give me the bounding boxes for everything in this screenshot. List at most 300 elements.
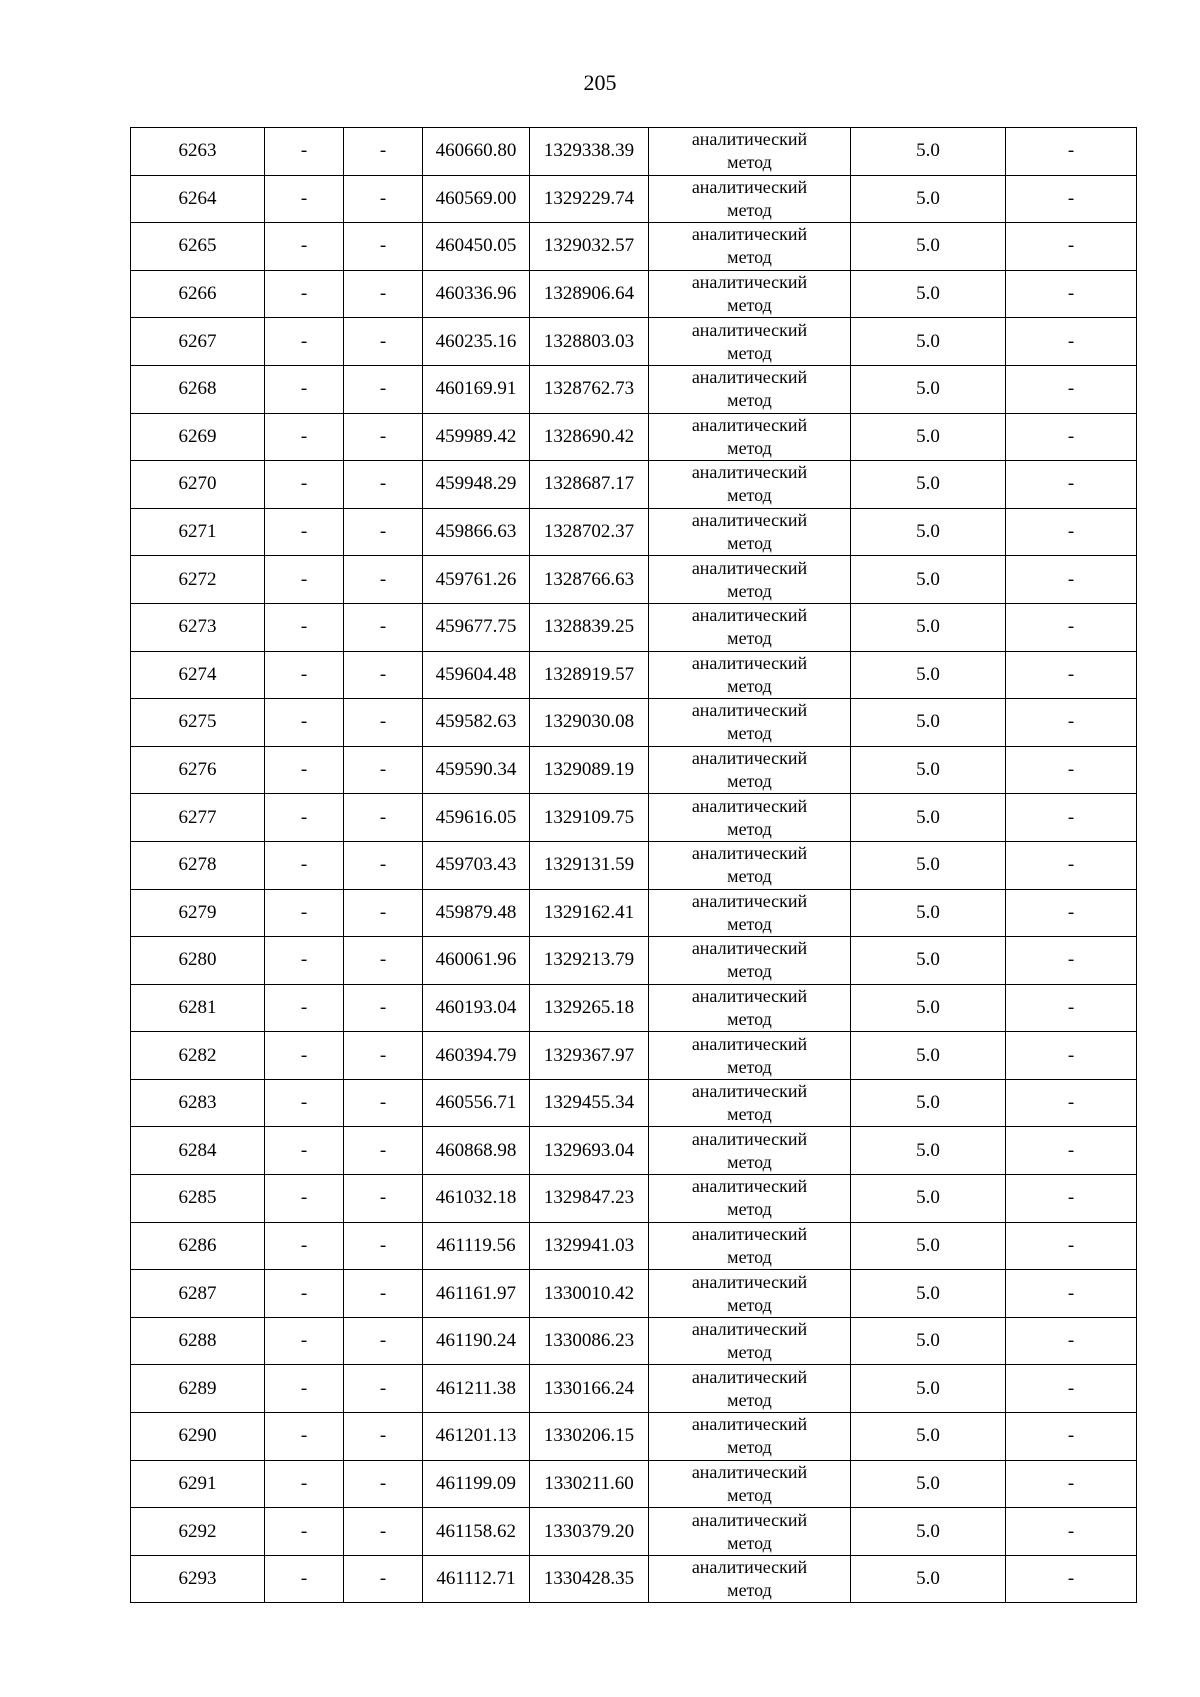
table-row: [131, 461, 1137, 509]
empty-cell: -: [265, 128, 344, 176]
empty-cell: -: [344, 937, 423, 985]
point-number-cell: 6268: [131, 365, 265, 413]
table-row: [131, 1127, 1137, 1175]
empty-cell: -: [1006, 318, 1137, 366]
empty-cell: -: [344, 1555, 423, 1603]
empty-cell: -: [1006, 841, 1137, 889]
method-line-2: метод: [727, 1532, 772, 1553]
empty-cell: -: [265, 937, 344, 985]
empty-cell: -: [265, 1508, 344, 1556]
empty-cell: -: [1006, 1079, 1137, 1127]
x-coordinate-cell: 460660.80: [423, 128, 530, 176]
method-line-2: метод: [727, 342, 772, 363]
empty-cell: -: [1006, 270, 1137, 318]
accuracy-cell: 5.0: [851, 1508, 1006, 1556]
empty-cell: -: [265, 365, 344, 413]
method-line-1: аналитический: [691, 176, 808, 197]
empty-cell: -: [344, 413, 423, 461]
empty-cell: -: [344, 128, 423, 176]
accuracy-cell: 5.0: [851, 889, 1006, 937]
accuracy-cell: 5.0: [851, 556, 1006, 604]
method-line-1: аналитический: [691, 462, 808, 483]
empty-cell: -: [1006, 699, 1137, 747]
coordinates-table: [130, 127, 1137, 1603]
y-coordinate-cell: 1330428.35: [530, 1555, 649, 1603]
table-row: [131, 889, 1137, 937]
method-line-2: метод: [727, 580, 772, 601]
method-line-1: аналитический: [691, 224, 808, 245]
method-cell: [649, 461, 851, 509]
method-cell: [649, 651, 851, 699]
accuracy-cell: 5.0: [851, 1127, 1006, 1175]
empty-cell: -: [265, 223, 344, 271]
point-number-cell: 6271: [131, 508, 265, 556]
table-row: [131, 1460, 1137, 1508]
empty-cell: -: [265, 1270, 344, 1318]
table-row: [131, 794, 1137, 842]
method-cell: [649, 889, 851, 937]
method-line-2: метод: [727, 199, 772, 220]
x-coordinate-cell: 459948.29: [423, 461, 530, 509]
empty-cell: -: [265, 841, 344, 889]
empty-cell: -: [265, 1413, 344, 1461]
y-coordinate-cell: 1329265.18: [530, 984, 649, 1032]
y-coordinate-cell: 1329941.03: [530, 1222, 649, 1270]
empty-cell: -: [344, 556, 423, 604]
x-coordinate-cell: 460569.00: [423, 175, 530, 223]
empty-cell: -: [1006, 1032, 1137, 1080]
point-number-cell: 6290: [131, 1413, 265, 1461]
method-line-1: аналитический: [691, 1557, 808, 1578]
accuracy-cell: 5.0: [851, 937, 1006, 985]
x-coordinate-cell: 461190.24: [423, 1317, 530, 1365]
x-coordinate-cell: 460061.96: [423, 937, 530, 985]
y-coordinate-cell: 1329847.23: [530, 1175, 649, 1223]
empty-cell: -: [1006, 937, 1137, 985]
point-number-cell: 6270: [131, 461, 265, 509]
table-row: [131, 984, 1137, 1032]
empty-cell: -: [265, 651, 344, 699]
empty-cell: -: [1006, 603, 1137, 651]
x-coordinate-cell: 460235.16: [423, 318, 530, 366]
y-coordinate-cell: 1329213.79: [530, 937, 649, 985]
method-line-1: аналитический: [691, 700, 808, 721]
method-cell: [649, 699, 851, 747]
empty-cell: -: [1006, 223, 1137, 271]
point-number-cell: 6273: [131, 603, 265, 651]
method-cell: [649, 1127, 851, 1175]
accuracy-cell: 5.0: [851, 746, 1006, 794]
method-cell: [649, 175, 851, 223]
method-line-2: метод: [727, 295, 772, 316]
method-cell: [649, 1317, 851, 1365]
table-row: [131, 413, 1137, 461]
method-line-1: аналитический: [691, 1509, 808, 1530]
table-row: [131, 651, 1137, 699]
empty-cell: -: [265, 746, 344, 794]
empty-cell: -: [265, 461, 344, 509]
x-coordinate-cell: 459616.05: [423, 794, 530, 842]
empty-cell: -: [344, 461, 423, 509]
accuracy-cell: 5.0: [851, 984, 1006, 1032]
x-coordinate-cell: 459866.63: [423, 508, 530, 556]
point-number-cell: 6287: [131, 1270, 265, 1318]
method-line-2: метод: [727, 533, 772, 554]
empty-cell: -: [1006, 1270, 1137, 1318]
point-number-cell: 6265: [131, 223, 265, 271]
point-number-cell: 6278: [131, 841, 265, 889]
point-number-cell: 6266: [131, 270, 265, 318]
empty-cell: -: [1006, 128, 1137, 176]
accuracy-cell: 5.0: [851, 270, 1006, 318]
x-coordinate-cell: 460556.71: [423, 1079, 530, 1127]
y-coordinate-cell: 1329229.74: [530, 175, 649, 223]
table-body: [131, 128, 1137, 1603]
empty-cell: -: [344, 508, 423, 556]
table-row: [131, 175, 1137, 223]
method-cell: [649, 603, 851, 651]
empty-cell: -: [265, 1317, 344, 1365]
method-line-2: метод: [727, 1437, 772, 1458]
empty-cell: -: [265, 175, 344, 223]
point-number-cell: 6272: [131, 556, 265, 604]
empty-cell: -: [265, 1079, 344, 1127]
empty-cell: -: [344, 175, 423, 223]
method-line-1: аналитический: [691, 1176, 808, 1197]
method-line-2: метод: [727, 1104, 772, 1125]
method-line-1: аналитический: [691, 1081, 808, 1102]
y-coordinate-cell: 1330166.24: [530, 1365, 649, 1413]
empty-cell: -: [344, 1127, 423, 1175]
y-coordinate-cell: 1330379.20: [530, 1508, 649, 1556]
empty-cell: -: [344, 1079, 423, 1127]
table-row: [131, 746, 1137, 794]
point-number-cell: 6282: [131, 1032, 265, 1080]
x-coordinate-cell: 460394.79: [423, 1032, 530, 1080]
method-line-1: аналитический: [691, 748, 808, 769]
empty-cell: -: [344, 1365, 423, 1413]
empty-cell: -: [344, 1413, 423, 1461]
x-coordinate-cell: 459879.48: [423, 889, 530, 937]
x-coordinate-cell: 461119.56: [423, 1222, 530, 1270]
empty-cell: -: [344, 794, 423, 842]
method-line-2: метод: [727, 818, 772, 839]
empty-cell: -: [344, 1175, 423, 1223]
point-number-cell: 6274: [131, 651, 265, 699]
empty-cell: -: [265, 603, 344, 651]
method-cell: [649, 937, 851, 985]
empty-cell: -: [1006, 794, 1137, 842]
empty-cell: -: [265, 1222, 344, 1270]
table-row: [131, 270, 1137, 318]
method-cell: [649, 841, 851, 889]
x-coordinate-cell: 459677.75: [423, 603, 530, 651]
accuracy-cell: 5.0: [851, 1460, 1006, 1508]
accuracy-cell: 5.0: [851, 223, 1006, 271]
method-line-1: аналитический: [691, 1366, 808, 1387]
table-row: [131, 318, 1137, 366]
y-coordinate-cell: 1329089.19: [530, 746, 649, 794]
accuracy-cell: 5.0: [851, 413, 1006, 461]
table-row: [131, 699, 1137, 747]
table-row: [131, 365, 1137, 413]
method-line-2: метод: [727, 1246, 772, 1267]
x-coordinate-cell: 459604.48: [423, 651, 530, 699]
method-cell: [649, 413, 851, 461]
method-cell: [649, 1270, 851, 1318]
accuracy-cell: 5.0: [851, 365, 1006, 413]
empty-cell: -: [265, 1127, 344, 1175]
method-line-2: метод: [727, 628, 772, 649]
point-number-cell: 6280: [131, 937, 265, 985]
empty-cell: -: [265, 1555, 344, 1603]
point-number-cell: 6276: [131, 746, 265, 794]
table-row: [131, 841, 1137, 889]
method-line-1: аналитический: [691, 938, 808, 959]
method-line-2: метод: [727, 866, 772, 887]
x-coordinate-cell: 461161.97: [423, 1270, 530, 1318]
empty-cell: -: [1006, 1460, 1137, 1508]
empty-cell: -: [265, 556, 344, 604]
method-cell: [649, 508, 851, 556]
method-line-2: метод: [727, 1056, 772, 1077]
method-line-2: метод: [727, 675, 772, 696]
method-cell: [649, 270, 851, 318]
empty-cell: -: [344, 1508, 423, 1556]
accuracy-cell: 5.0: [851, 794, 1006, 842]
method-line-1: аналитический: [691, 1271, 808, 1292]
point-number-cell: 6275: [131, 699, 265, 747]
x-coordinate-cell: 460193.04: [423, 984, 530, 1032]
method-cell: [649, 223, 851, 271]
y-coordinate-cell: 1329032.57: [530, 223, 649, 271]
empty-cell: -: [1006, 508, 1137, 556]
method-cell: [649, 365, 851, 413]
table-row: [131, 1365, 1137, 1413]
method-line-1: аналитический: [691, 652, 808, 673]
table-row: [131, 1175, 1137, 1223]
method-cell: [649, 746, 851, 794]
empty-cell: -: [1006, 1127, 1137, 1175]
method-line-2: метод: [727, 1389, 772, 1410]
point-number-cell: 6286: [131, 1222, 265, 1270]
x-coordinate-cell: 461199.09: [423, 1460, 530, 1508]
empty-cell: -: [265, 1032, 344, 1080]
method-line-2: метод: [727, 1008, 772, 1029]
method-line-1: аналитический: [691, 1128, 808, 1149]
method-cell: [649, 318, 851, 366]
empty-cell: -: [344, 1032, 423, 1080]
empty-cell: -: [1006, 175, 1137, 223]
x-coordinate-cell: 459582.63: [423, 699, 530, 747]
point-number-cell: 6285: [131, 1175, 265, 1223]
empty-cell: -: [344, 984, 423, 1032]
empty-cell: -: [1006, 413, 1137, 461]
y-coordinate-cell: 1328766.63: [530, 556, 649, 604]
method-line-1: аналитический: [691, 1461, 808, 1482]
point-number-cell: 6279: [131, 889, 265, 937]
accuracy-cell: 5.0: [851, 841, 1006, 889]
accuracy-cell: 5.0: [851, 699, 1006, 747]
empty-cell: -: [1006, 984, 1137, 1032]
method-line-2: метод: [727, 485, 772, 506]
table-row: [131, 1508, 1137, 1556]
empty-cell: -: [1006, 1508, 1137, 1556]
method-line-2: метод: [727, 1199, 772, 1220]
accuracy-cell: 5.0: [851, 1317, 1006, 1365]
y-coordinate-cell: 1329693.04: [530, 1127, 649, 1175]
table-row: [131, 508, 1137, 556]
method-line-1: аналитический: [691, 890, 808, 911]
accuracy-cell: 5.0: [851, 508, 1006, 556]
empty-cell: -: [265, 1175, 344, 1223]
point-number-cell: 6264: [131, 175, 265, 223]
x-coordinate-cell: 461112.71: [423, 1555, 530, 1603]
y-coordinate-cell: 1328690.42: [530, 413, 649, 461]
y-coordinate-cell: 1329162.41: [530, 889, 649, 937]
table-row: [131, 128, 1137, 176]
accuracy-cell: 5.0: [851, 461, 1006, 509]
method-line-1: аналитический: [691, 414, 808, 435]
method-line-2: метод: [727, 1484, 772, 1505]
method-line-1: аналитический: [691, 129, 808, 150]
method-line-1: аналитический: [691, 557, 808, 578]
method-line-2: метод: [727, 390, 772, 411]
method-cell: [649, 1555, 851, 1603]
empty-cell: -: [1006, 1317, 1137, 1365]
accuracy-cell: 5.0: [851, 175, 1006, 223]
point-number-cell: 6277: [131, 794, 265, 842]
method-cell: [649, 1222, 851, 1270]
point-number-cell: 6288: [131, 1317, 265, 1365]
accuracy-cell: 5.0: [851, 1032, 1006, 1080]
empty-cell: -: [265, 889, 344, 937]
method-line-1: аналитический: [691, 272, 808, 293]
y-coordinate-cell: 1328762.73: [530, 365, 649, 413]
x-coordinate-cell: 461211.38: [423, 1365, 530, 1413]
method-cell: [649, 1508, 851, 1556]
accuracy-cell: 5.0: [851, 651, 1006, 699]
method-line-2: метод: [727, 1294, 772, 1315]
method-cell: [649, 1032, 851, 1080]
y-coordinate-cell: 1328702.37: [530, 508, 649, 556]
x-coordinate-cell: 460169.91: [423, 365, 530, 413]
y-coordinate-cell: 1330206.15: [530, 1413, 649, 1461]
empty-cell: -: [1006, 889, 1137, 937]
point-number-cell: 6269: [131, 413, 265, 461]
point-number-cell: 6281: [131, 984, 265, 1032]
table-row: [131, 223, 1137, 271]
empty-cell: -: [344, 270, 423, 318]
method-cell: [649, 1460, 851, 1508]
empty-cell: -: [1006, 365, 1137, 413]
y-coordinate-cell: 1330010.42: [530, 1270, 649, 1318]
empty-cell: -: [344, 889, 423, 937]
table-row: [131, 1270, 1137, 1318]
accuracy-cell: 5.0: [851, 1270, 1006, 1318]
y-coordinate-cell: 1329030.08: [530, 699, 649, 747]
empty-cell: -: [344, 318, 423, 366]
empty-cell: -: [265, 318, 344, 366]
point-number-cell: 6291: [131, 1460, 265, 1508]
empty-cell: -: [265, 508, 344, 556]
empty-cell: -: [344, 365, 423, 413]
point-number-cell: 6284: [131, 1127, 265, 1175]
empty-cell: -: [1006, 461, 1137, 509]
accuracy-cell: 5.0: [851, 1365, 1006, 1413]
empty-cell: -: [344, 1460, 423, 1508]
method-line-1: аналитический: [691, 1414, 808, 1435]
method-line-1: аналитический: [691, 985, 808, 1006]
accuracy-cell: 5.0: [851, 1555, 1006, 1603]
method-line-1: аналитический: [691, 510, 808, 531]
empty-cell: -: [344, 651, 423, 699]
method-line-1: аналитический: [691, 843, 808, 864]
y-coordinate-cell: 1329455.34: [530, 1079, 649, 1127]
method-cell: [649, 556, 851, 604]
method-cell: [649, 984, 851, 1032]
method-line-1: аналитический: [691, 795, 808, 816]
method-cell: [649, 1413, 851, 1461]
empty-cell: -: [265, 1365, 344, 1413]
method-cell: [649, 128, 851, 176]
method-line-2: метод: [727, 1580, 772, 1601]
y-coordinate-cell: 1329338.39: [530, 128, 649, 176]
method-cell: [649, 794, 851, 842]
empty-cell: -: [1006, 1222, 1137, 1270]
method-line-2: метод: [727, 961, 772, 982]
empty-cell: -: [1006, 651, 1137, 699]
point-number-cell: 6263: [131, 128, 265, 176]
method-cell: [649, 1079, 851, 1127]
point-number-cell: 6267: [131, 318, 265, 366]
table-row: [131, 1032, 1137, 1080]
x-coordinate-cell: 459989.42: [423, 413, 530, 461]
accuracy-cell: 5.0: [851, 603, 1006, 651]
method-cell: [649, 1175, 851, 1223]
table-row: [131, 1317, 1137, 1365]
method-line-1: аналитический: [691, 367, 808, 388]
accuracy-cell: 5.0: [851, 1222, 1006, 1270]
x-coordinate-cell: 459761.26: [423, 556, 530, 604]
accuracy-cell: 5.0: [851, 128, 1006, 176]
y-coordinate-cell: 1328906.64: [530, 270, 649, 318]
empty-cell: -: [1006, 746, 1137, 794]
accuracy-cell: 5.0: [851, 1413, 1006, 1461]
empty-cell: -: [1006, 556, 1137, 604]
table-row: [131, 1555, 1137, 1603]
method-cell: [649, 1365, 851, 1413]
x-coordinate-cell: 461032.18: [423, 1175, 530, 1223]
accuracy-cell: 5.0: [851, 1175, 1006, 1223]
y-coordinate-cell: 1328803.03: [530, 318, 649, 366]
y-coordinate-cell: 1329131.59: [530, 841, 649, 889]
empty-cell: -: [344, 603, 423, 651]
y-coordinate-cell: 1328919.57: [530, 651, 649, 699]
y-coordinate-cell: 1329367.97: [530, 1032, 649, 1080]
point-number-cell: 6289: [131, 1365, 265, 1413]
method-line-2: метод: [727, 247, 772, 268]
x-coordinate-cell: 461158.62: [423, 1508, 530, 1556]
method-line-1: аналитический: [691, 319, 808, 340]
x-coordinate-cell: 460868.98: [423, 1127, 530, 1175]
accuracy-cell: 5.0: [851, 318, 1006, 366]
table-row: [131, 556, 1137, 604]
empty-cell: -: [1006, 1413, 1137, 1461]
empty-cell: -: [265, 699, 344, 747]
empty-cell: -: [344, 746, 423, 794]
empty-cell: -: [344, 1222, 423, 1270]
